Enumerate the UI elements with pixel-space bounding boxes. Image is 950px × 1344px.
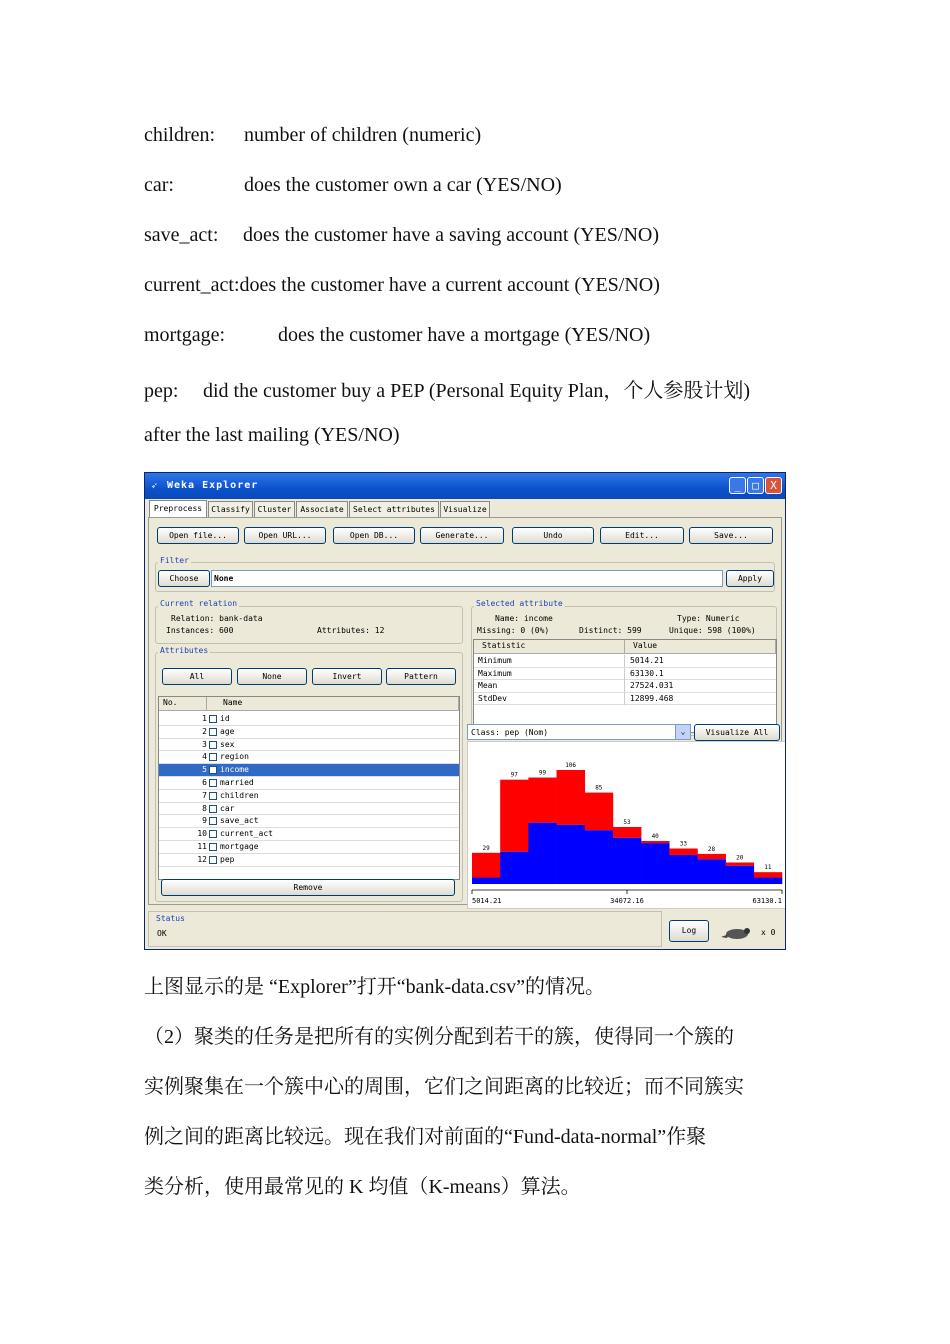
table-row bbox=[474, 693, 776, 706]
row-attribute-name: mortgage bbox=[220, 842, 259, 851]
attributes-label: Attributes bbox=[160, 646, 209, 655]
filter-value: None bbox=[214, 574, 234, 583]
x-tick-label: 63130.1 bbox=[752, 897, 782, 905]
row-number: 3 bbox=[202, 739, 207, 749]
pattern-button[interactable]: Pattern bbox=[386, 668, 456, 685]
stat-value: 63130.1 bbox=[630, 668, 664, 678]
tab-visualize[interactable]: Visualize bbox=[440, 501, 490, 517]
row-attribute-name: sex bbox=[220, 739, 235, 749]
table-row[interactable] bbox=[159, 815, 459, 828]
table-row bbox=[474, 668, 776, 681]
generate-button[interactable]: Generate... bbox=[420, 527, 504, 544]
bar-yes bbox=[585, 830, 613, 884]
line-pep bbox=[144, 374, 750, 403]
weka-bird-logo-icon bbox=[719, 925, 755, 941]
bar-count-label: 106 bbox=[565, 762, 577, 769]
table-row[interactable] bbox=[159, 790, 459, 803]
edit-button[interactable]: Edit... bbox=[600, 527, 684, 544]
save-button[interactable]: Save... bbox=[689, 527, 773, 544]
row-number: 8 bbox=[202, 803, 207, 813]
filter-field[interactable] bbox=[211, 570, 723, 587]
stat-name: Mean bbox=[478, 681, 498, 690]
row-checkbox[interactable] bbox=[209, 805, 217, 813]
bar-count-label: 29 bbox=[482, 844, 490, 852]
tab-classify[interactable]: Classify bbox=[208, 501, 253, 517]
remove-button[interactable]: Remove bbox=[161, 879, 455, 896]
row-checkbox[interactable] bbox=[209, 817, 217, 825]
choose-filter-button[interactable]: Choose bbox=[158, 570, 210, 587]
class-select[interactable] bbox=[467, 724, 691, 740]
undo-button[interactable]: Undo bbox=[512, 527, 594, 544]
para-line-2: 实例聚集在一个簇中心的周围，它们之间距离的比较近；而不同簇实 bbox=[144, 1076, 744, 1098]
visualize-all-button[interactable]: Visualize All bbox=[694, 724, 780, 741]
stat-value: 12899.468 bbox=[630, 693, 674, 703]
table-row bbox=[474, 680, 776, 693]
bar-no bbox=[669, 849, 697, 855]
key-car: car: bbox=[144, 174, 174, 196]
table-row[interactable] bbox=[159, 713, 459, 726]
stat-separator bbox=[624, 693, 625, 705]
select-none-button[interactable]: None bbox=[237, 668, 307, 685]
desc-children: number of children (numeric) bbox=[244, 124, 482, 146]
bar-yes bbox=[726, 866, 754, 884]
bar-no bbox=[500, 780, 528, 852]
row-attribute-name: region bbox=[220, 752, 249, 762]
row-checkbox[interactable] bbox=[209, 792, 217, 800]
bar-no bbox=[472, 853, 500, 878]
line-children bbox=[144, 124, 481, 147]
desc-pep: did the customer buy a PEP (Personal Equity Plan，个人参股计划) bbox=[203, 380, 750, 402]
bar-no bbox=[585, 793, 613, 831]
table-row[interactable] bbox=[159, 726, 459, 739]
status-label: Status bbox=[156, 914, 185, 923]
tab-preprocess[interactable]: Preprocess bbox=[149, 500, 207, 518]
current-relation-group bbox=[155, 606, 463, 644]
row-attribute-name: married bbox=[220, 778, 254, 787]
table-row[interactable] bbox=[159, 828, 459, 841]
bar-no bbox=[528, 778, 556, 823]
selected-distinct: Distinct: 599 bbox=[579, 626, 642, 635]
bar-count-label: 85 bbox=[595, 784, 603, 792]
bar-yes bbox=[528, 823, 556, 884]
row-number: 7 bbox=[202, 790, 207, 800]
row-checkbox[interactable] bbox=[209, 728, 217, 736]
desc-save-act: does the customer have a saving account (YES/NO) bbox=[243, 224, 659, 246]
income-histogram bbox=[467, 741, 786, 909]
stat-separator bbox=[624, 668, 625, 680]
instances-count: Instances: 600 bbox=[166, 626, 234, 635]
bar-count-label: 20 bbox=[736, 854, 744, 862]
minimize-button[interactable]: _ bbox=[729, 477, 746, 494]
stat-name: StdDev bbox=[478, 693, 507, 703]
row-number: 10 bbox=[197, 829, 207, 839]
table-row[interactable] bbox=[159, 777, 459, 790]
chevron-down-icon[interactable]: ⌄ bbox=[675, 725, 690, 739]
bar-count-label: 97 bbox=[510, 771, 518, 779]
stat-name: Maximum bbox=[478, 668, 512, 678]
stat-name: Minimum bbox=[478, 656, 512, 665]
row-checkbox[interactable] bbox=[209, 779, 217, 787]
bar-yes bbox=[697, 859, 725, 884]
col-header-statistic: Statistic bbox=[474, 640, 625, 654]
bar-no bbox=[754, 872, 782, 877]
row-attribute-name: children bbox=[220, 790, 259, 800]
bar-yes bbox=[613, 838, 641, 884]
select-all-button[interactable]: All bbox=[162, 668, 232, 685]
bar-no bbox=[697, 854, 725, 859]
row-number: 4 bbox=[202, 752, 207, 762]
col-header-name: Name bbox=[207, 697, 459, 711]
bar-yes bbox=[641, 843, 669, 884]
bar-yes bbox=[500, 852, 528, 884]
class-select-value: Class: pep (Nom) bbox=[471, 728, 549, 737]
selected-type: Type: Numeric bbox=[677, 614, 740, 623]
para-line-3: 例之间的距离比较远。现在我们对前面的“Fund-data-normal”作聚 bbox=[144, 1126, 707, 1148]
para-line-1: （2）聚类的任务是把所有的实例分配到若干的簇，使得同一个簇的 bbox=[144, 1026, 734, 1048]
selected-missing: Missing: 0 (0%) bbox=[477, 626, 550, 635]
attributes-table[interactable] bbox=[158, 696, 460, 880]
para-line-4: 类分析，使用最常见的 K 均值（K-means）算法。 bbox=[144, 1176, 581, 1198]
row-checkbox[interactable] bbox=[209, 830, 217, 838]
key-children: children: bbox=[144, 124, 216, 146]
row-attribute-name: income bbox=[220, 765, 249, 775]
row-checkbox[interactable] bbox=[209, 843, 217, 851]
row-attribute-name: pep bbox=[220, 854, 235, 864]
attributes-count: Attributes: 12 bbox=[317, 626, 385, 635]
row-attribute-name: id bbox=[220, 714, 230, 723]
close-button[interactable]: X bbox=[765, 477, 782, 494]
bar-count-label: 53 bbox=[623, 819, 631, 826]
bar-yes bbox=[754, 878, 782, 884]
table-row[interactable] bbox=[159, 841, 459, 854]
relation-name: Relation: bank-data bbox=[171, 614, 263, 623]
table-row[interactable] bbox=[159, 803, 459, 816]
table-row[interactable] bbox=[159, 764, 459, 777]
selected-attribute-label: Selected attribute bbox=[476, 599, 563, 608]
bar-count-label: 28 bbox=[707, 845, 716, 853]
open-file-button[interactable]: Open file... bbox=[157, 527, 239, 544]
key-pep: pep: bbox=[144, 380, 179, 402]
line-current-act bbox=[144, 274, 660, 297]
stat-value: 5014.21 bbox=[630, 656, 664, 665]
bar-no bbox=[641, 841, 669, 843]
open-db-button[interactable]: Open DB... bbox=[333, 527, 415, 544]
desc-mortgage: does the customer have a mortgage (YES/NO) bbox=[278, 324, 651, 346]
maximize-button[interactable]: □ bbox=[747, 477, 764, 494]
bar-no bbox=[613, 827, 641, 838]
bar-yes bbox=[557, 825, 585, 884]
row-number: 9 bbox=[202, 816, 207, 826]
row-number: 2 bbox=[202, 726, 207, 736]
bar-count-label: 99 bbox=[538, 769, 547, 777]
bar-count-label: 33 bbox=[679, 840, 687, 848]
preprocess-panel bbox=[148, 517, 782, 905]
tab-cluster[interactable]: Cluster bbox=[254, 501, 295, 517]
open-url-button[interactable]: Open URL... bbox=[244, 527, 326, 544]
weka-explorer-window bbox=[144, 472, 786, 950]
statistics-table bbox=[473, 639, 777, 733]
row-attribute-name: age bbox=[220, 726, 235, 736]
bar-no bbox=[726, 862, 754, 865]
status-count: x 0 bbox=[761, 928, 776, 937]
table-row[interactable] bbox=[159, 739, 459, 752]
caption-line: 上图显示的是 “Explorer”打开“bank-data.csv”的情况。 bbox=[144, 976, 605, 998]
weka-bird-icon: ➶ bbox=[151, 481, 158, 492]
x-tick-label: 34072.16 bbox=[610, 897, 644, 905]
window-title: Weka Explorer bbox=[167, 480, 259, 491]
row-checkbox[interactable] bbox=[209, 741, 217, 749]
desc-car: does the customer own a car (YES/NO) bbox=[244, 174, 562, 196]
row-number: 12 bbox=[197, 854, 207, 864]
key-current-act: current_act: bbox=[144, 274, 240, 296]
row-number: 1 bbox=[202, 714, 207, 723]
row-attribute-name: save_act bbox=[220, 816, 259, 826]
table-row bbox=[474, 655, 776, 668]
bar-yes bbox=[669, 855, 697, 884]
row-checkbox[interactable] bbox=[209, 715, 217, 723]
row-number: 11 bbox=[197, 842, 207, 851]
log-button[interactable]: Log bbox=[669, 920, 709, 942]
col-header-no: No. bbox=[159, 697, 207, 711]
apply-filter-button[interactable]: Apply bbox=[726, 570, 774, 587]
title-bar bbox=[145, 473, 785, 499]
bar-count-label: 11 bbox=[764, 864, 772, 872]
stat-value: 27524.031 bbox=[630, 681, 674, 690]
desc-current-act: does the customer have a current account (YES/NO) bbox=[239, 274, 660, 296]
row-checkbox[interactable] bbox=[209, 766, 217, 774]
status-group bbox=[148, 911, 662, 947]
x-tick-label: 5014.21 bbox=[472, 897, 502, 905]
invert-button[interactable]: Invert bbox=[312, 668, 382, 685]
selected-name: Name: income bbox=[495, 614, 553, 623]
current-relation-label: Current relation bbox=[160, 599, 238, 608]
row-attribute-name: car bbox=[220, 803, 235, 813]
line-pep-continuation: after the last mailing (YES/NO) bbox=[144, 424, 400, 446]
row-checkbox[interactable] bbox=[209, 856, 217, 864]
table-row[interactable] bbox=[159, 854, 459, 867]
row-number: 5 bbox=[202, 765, 207, 775]
key-mortgage: mortgage: bbox=[144, 324, 226, 346]
line-save-act bbox=[144, 224, 659, 247]
line-car bbox=[144, 174, 562, 197]
bar-count-label: 40 bbox=[651, 832, 659, 840]
status-text: OK bbox=[157, 929, 167, 938]
bar-no bbox=[557, 770, 585, 825]
row-number: 6 bbox=[202, 778, 207, 787]
stat-separator bbox=[624, 680, 625, 692]
tab-associate[interactable]: Associate bbox=[296, 501, 348, 517]
stat-separator bbox=[624, 655, 625, 667]
table-row[interactable] bbox=[159, 751, 459, 764]
bar-yes bbox=[472, 878, 500, 884]
line-mortgage bbox=[144, 324, 650, 347]
key-save-act: save_act: bbox=[144, 224, 219, 246]
filter-label: Filter bbox=[160, 556, 189, 565]
row-checkbox[interactable] bbox=[209, 753, 217, 761]
tab-select-attributes[interactable]: Select attributes bbox=[349, 501, 439, 517]
col-header-value: Value bbox=[625, 640, 776, 654]
selected-unique: Unique: 598 (100%) bbox=[669, 626, 756, 635]
row-attribute-name: current_act bbox=[220, 829, 273, 839]
